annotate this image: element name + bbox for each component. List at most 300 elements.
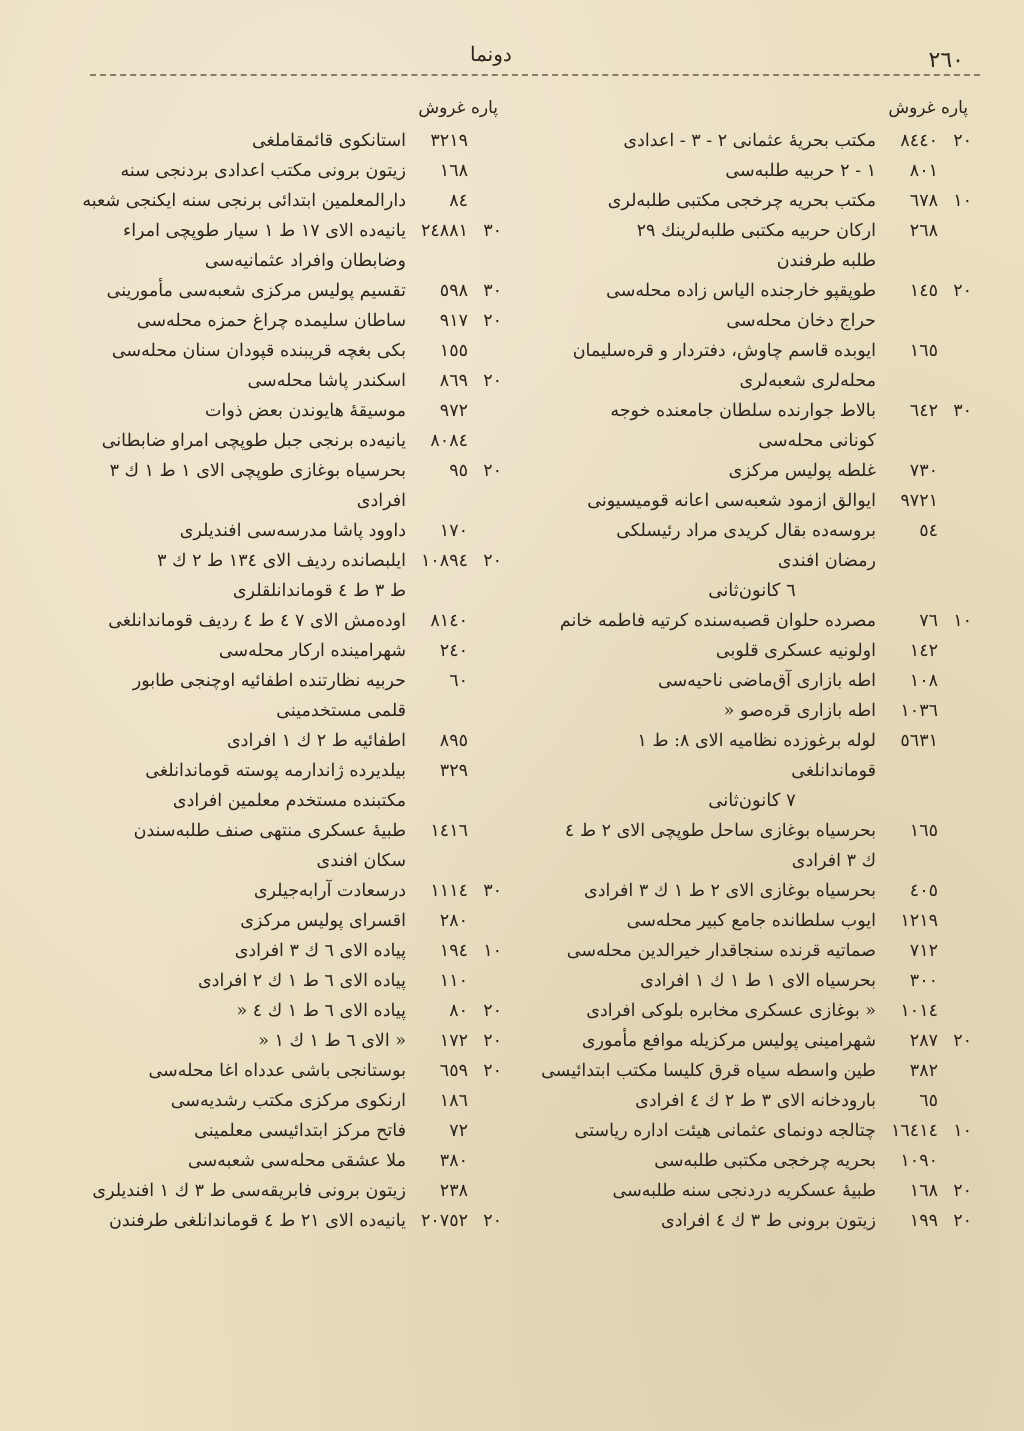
donation-row bbox=[72, 306, 502, 336]
amount-cell bbox=[406, 366, 502, 396]
running-title: دونما bbox=[470, 42, 512, 66]
column-heading: پاره غروش bbox=[888, 98, 968, 118]
para-amount bbox=[474, 816, 502, 846]
donation-row bbox=[72, 456, 502, 486]
para-amount bbox=[944, 696, 972, 726]
kurus-amount: ٥۹۸ bbox=[439, 281, 468, 301]
donor-text: موسيقهٔ هايوندن بعض ذوات bbox=[205, 401, 406, 421]
donation-row bbox=[72, 696, 502, 726]
donation-row bbox=[532, 336, 972, 366]
kurus-amount: ۱۹۹ bbox=[909, 1211, 938, 1231]
donor-text: تقسيم پوليس مركزى شعبه‌سى مأمورينى bbox=[106, 281, 406, 301]
donation-row bbox=[532, 426, 972, 456]
donor-text: اقسراى پوليس مركزى bbox=[240, 911, 406, 931]
donation-row bbox=[72, 606, 502, 636]
amount-cell bbox=[406, 816, 502, 846]
para-amount: ۳٠ bbox=[483, 881, 502, 901]
amount-cell bbox=[406, 396, 502, 426]
donation-row bbox=[72, 576, 502, 606]
para-amount bbox=[944, 336, 972, 366]
donation-row bbox=[72, 246, 502, 276]
amount-cell bbox=[406, 906, 502, 936]
amount-cell bbox=[876, 816, 972, 846]
amount-cell bbox=[876, 936, 972, 966]
kurus-amount: ۹۱۷ bbox=[439, 311, 468, 331]
amount-cell bbox=[876, 1176, 972, 1206]
para-amount: ۳٠ bbox=[483, 281, 502, 301]
donation-row bbox=[532, 1176, 972, 1206]
column-heading: پاره غروش bbox=[418, 98, 498, 118]
kurus-amount: ۱٦۸ bbox=[439, 161, 468, 181]
para-amount: ۲٠ bbox=[953, 131, 972, 151]
donation-row bbox=[72, 1086, 502, 1116]
para-amount bbox=[474, 756, 502, 786]
donor-text: سكان افندى bbox=[316, 851, 406, 871]
para-amount bbox=[474, 126, 502, 156]
donation-row bbox=[532, 606, 972, 636]
donor-text: يانيه‌ده الاى ۲۱ ط ٤ قوماندانلغى طرفندن bbox=[108, 1211, 406, 1231]
amount-cell bbox=[876, 186, 972, 216]
donor-text: دارالمعلمين ابتدائى برنجى سنه ايكنجى شعبه bbox=[82, 191, 406, 211]
kurus-amount: ۹٥ bbox=[449, 461, 468, 481]
para-amount: ۲٠ bbox=[483, 461, 502, 481]
donor-text: غلطه پوليس مركزى bbox=[728, 461, 876, 481]
kurus-amount: ۱٦۸ bbox=[909, 1181, 938, 1201]
donation-row bbox=[532, 696, 972, 726]
donor-text: شهرامينده اركار محله‌سى bbox=[218, 641, 406, 661]
para-amount bbox=[944, 216, 972, 246]
donation-row bbox=[72, 516, 502, 546]
donation-row bbox=[72, 276, 502, 306]
donation-row bbox=[532, 996, 972, 1026]
donation-row bbox=[72, 336, 502, 366]
para-amount bbox=[944, 1056, 972, 1086]
donation-row bbox=[532, 756, 972, 786]
donation-row bbox=[72, 1116, 502, 1146]
donation-row bbox=[532, 456, 972, 486]
donation-row bbox=[72, 186, 502, 216]
donation-row bbox=[532, 1146, 972, 1176]
amount-cell bbox=[876, 1056, 972, 1086]
donor-text: « بوغازى عسكرى مخابره بلوكى افرادى bbox=[586, 1001, 876, 1021]
amount-cell bbox=[876, 336, 972, 366]
para-amount bbox=[944, 906, 972, 936]
donor-text: مكتب بحريه چرخجى مكتبى طلبه‌لرى bbox=[607, 191, 876, 211]
donation-row bbox=[72, 1206, 502, 1236]
amount-cell bbox=[876, 1206, 972, 1236]
donor-text: وضابطان وافراد عثمانيه‌سى bbox=[204, 251, 406, 271]
donor-text: فاتح مركز ابتدائيسى معلمينى bbox=[194, 1121, 406, 1141]
donor-text: « الاى ٦ ط ۱ ك ۱ « bbox=[258, 1031, 406, 1051]
donor-text: قوماندانلغى bbox=[791, 761, 876, 781]
donor-text: اوده‌مش الاى ۷ ٤ ط ٤ رديف قوماندانلغى bbox=[108, 611, 406, 631]
amount-cell bbox=[406, 216, 502, 246]
kurus-amount: ۷۱۲ bbox=[909, 941, 938, 961]
kurus-amount: ۳٠٠ bbox=[909, 971, 938, 991]
donor-text: طبيهٔ عسكرى منتهى صنف طلبه‌سندن bbox=[133, 821, 406, 841]
donor-text: درسعادت آرابه‌جيلرى bbox=[253, 881, 406, 901]
donor-text: استانكوى قائمقاملغى bbox=[251, 131, 406, 151]
kurus-amount: ۱۸٦ bbox=[439, 1091, 468, 1111]
amount-cell bbox=[406, 1176, 502, 1206]
para-amount: ۲٠ bbox=[483, 1001, 502, 1021]
amount-cell bbox=[876, 216, 972, 246]
donation-row bbox=[72, 366, 502, 396]
para-amount bbox=[944, 876, 972, 906]
donation-row bbox=[532, 486, 972, 516]
kurus-amount: ۱۱٠ bbox=[439, 971, 468, 991]
amount-cell bbox=[406, 186, 502, 216]
amount-cell bbox=[406, 456, 502, 486]
amount-cell bbox=[406, 666, 502, 696]
donor-text: اسكندر پاشا محله‌سى bbox=[247, 371, 406, 391]
para-amount bbox=[474, 426, 502, 456]
donor-text: ط ۳ ط ٤ قوماندانلقلرى bbox=[232, 581, 406, 601]
kurus-amount: ۸٤ bbox=[449, 191, 468, 211]
donor-text: ملا عشقى محله‌سى شعبه‌سى bbox=[187, 1151, 406, 1171]
para-amount: ۳٠ bbox=[483, 221, 502, 241]
page-number: ۲٦٠ bbox=[928, 48, 964, 73]
amount-cell bbox=[406, 126, 502, 156]
donor-text: شهرامينى پوليس مركزيله موافع مأمورى bbox=[581, 1031, 876, 1051]
kurus-amount: ۲۸۷ bbox=[909, 1031, 938, 1051]
donation-row bbox=[72, 906, 502, 936]
donor-text: يانيه‌ده الاى ۱۷ ط ۱ سيار طوپچى امراء bbox=[122, 221, 406, 241]
donor-text: قلمى مستخدمينى bbox=[276, 701, 406, 721]
donation-row bbox=[72, 786, 502, 816]
amount-cell bbox=[876, 396, 972, 426]
kurus-amount: ٦٤۲ bbox=[909, 401, 938, 421]
kurus-amount: ۹۷۲ bbox=[439, 401, 468, 421]
amount-cell bbox=[876, 276, 972, 306]
kurus-amount: ٦٧۸ bbox=[909, 191, 938, 211]
donation-row bbox=[532, 516, 972, 546]
kurus-amount: ۱۷٠ bbox=[439, 521, 468, 541]
para-amount: ۱٠ bbox=[953, 1121, 972, 1141]
kurus-amount: ۱٠۸ bbox=[909, 671, 938, 691]
donor-text: بحرسياه بوغازى طوپچى الاى ۱ ط ۱ ك ۳ bbox=[109, 461, 406, 481]
kurus-amount: ۱۱۱٤ bbox=[430, 881, 468, 901]
kurus-amount: ۷۲ bbox=[449, 1121, 468, 1141]
kurus-amount: ۸٠۱ bbox=[909, 161, 938, 181]
para-amount bbox=[474, 1146, 502, 1176]
para-amount: ۲٠ bbox=[483, 371, 502, 391]
amount-cell bbox=[406, 1206, 502, 1236]
para-amount bbox=[944, 1146, 972, 1176]
donor-text: طبيهٔ عسكريه دردنجى سنه طلبه‌سى bbox=[612, 1181, 876, 1201]
amount-cell bbox=[406, 636, 502, 666]
kurus-amount: ۱٦٤۱٤ bbox=[891, 1121, 938, 1141]
donation-row bbox=[72, 726, 502, 756]
donor-text: رمضان افندى bbox=[777, 551, 876, 571]
amount-cell bbox=[406, 606, 502, 636]
kurus-amount: ۳۲۹ bbox=[439, 761, 468, 781]
donor-text: طين واسطه سياه قرق كليسا مكتب ابتدائيسى bbox=[541, 1061, 876, 1081]
donation-row bbox=[72, 1026, 502, 1056]
date-subheading: ٦ كانون‌ثانى bbox=[708, 580, 796, 601]
para-amount: ۲٠ bbox=[953, 1031, 972, 1051]
para-amount bbox=[944, 156, 972, 186]
donor-text: حربيه نظارتنده اطفائيه اوچنجى طابور bbox=[132, 671, 406, 691]
donor-text: حراج دخان محله‌سى bbox=[726, 311, 876, 331]
donation-row bbox=[72, 936, 502, 966]
donation-row bbox=[72, 156, 502, 186]
donation-row bbox=[532, 366, 972, 396]
kurus-amount: ۱٦٥ bbox=[909, 821, 938, 841]
amount-cell bbox=[406, 276, 502, 306]
kurus-amount: ۱٤٥ bbox=[909, 281, 938, 301]
para-amount: ۲٠ bbox=[483, 1031, 502, 1051]
donation-row bbox=[532, 156, 972, 186]
para-amount: ۱٠ bbox=[953, 611, 972, 631]
donor-text: اطه بازارى قره‌صو « bbox=[723, 701, 876, 721]
amount-cell bbox=[406, 726, 502, 756]
amount-cell bbox=[876, 996, 972, 1026]
donor-text: بحرسياه الاى ۱ ط ۱ ك ۱ افرادى bbox=[640, 971, 876, 991]
donation-row bbox=[532, 276, 972, 306]
donation-row bbox=[72, 636, 502, 666]
donor-text: ساطان سليمده چراغ حمزه محله‌سى bbox=[136, 311, 406, 331]
donation-row bbox=[72, 396, 502, 426]
amount-cell bbox=[876, 1146, 972, 1176]
kurus-amount: ۱٠۸۹٤ bbox=[421, 551, 468, 571]
para-amount: ۱٠ bbox=[953, 191, 972, 211]
donation-row bbox=[532, 396, 972, 426]
donation-row bbox=[72, 1176, 502, 1206]
para-amount bbox=[474, 186, 502, 216]
donor-text: ايلبصانده رديف الاى ۱۳٤ ط ۲ ك ۳ bbox=[157, 551, 406, 571]
donor-text: افرادى bbox=[356, 491, 406, 511]
kurus-amount: ۱٦٥ bbox=[909, 341, 938, 361]
donation-row bbox=[72, 426, 502, 456]
amount-cell bbox=[406, 936, 502, 966]
donor-text: ايوالق ازمود شعبه‌سى اعانه قوميسيونى bbox=[587, 491, 876, 511]
para-amount bbox=[474, 906, 502, 936]
amount-cell bbox=[876, 1026, 972, 1056]
kurus-amount: ۱۷۲ bbox=[439, 1031, 468, 1051]
donation-row bbox=[72, 756, 502, 786]
kurus-amount: ۱٠۳٦ bbox=[900, 701, 938, 721]
donation-row bbox=[72, 1056, 502, 1086]
para-amount: ۲٠ bbox=[483, 311, 502, 331]
donation-row bbox=[532, 1056, 972, 1086]
donor-text: داوود پاشا مدرسه‌سى افنديلرى bbox=[179, 521, 406, 541]
donation-row bbox=[532, 246, 972, 276]
amount-cell bbox=[406, 1116, 502, 1146]
amount-cell bbox=[406, 336, 502, 366]
amount-cell bbox=[406, 966, 502, 996]
kurus-amount: ۱۹٤ bbox=[439, 941, 468, 961]
para-amount bbox=[474, 156, 502, 186]
kurus-amount: ۷٦ bbox=[919, 611, 938, 631]
para-amount bbox=[944, 1086, 972, 1116]
header-rule bbox=[90, 74, 980, 76]
donation-row bbox=[72, 1146, 502, 1176]
donation-row bbox=[72, 816, 502, 846]
kurus-amount: ٤٠٥ bbox=[909, 881, 938, 901]
donor-text: بحرسياه بوغازى الاى ۲ ط ۱ ك ۳ افرادى bbox=[584, 881, 876, 901]
amount-cell bbox=[406, 1146, 502, 1176]
amount-cell bbox=[876, 666, 972, 696]
para-amount bbox=[474, 1176, 502, 1206]
donor-text: بارودخانه الاى ۳ ط ۲ ك ٤ افرادى bbox=[635, 1091, 876, 1111]
para-amount: ۱٠ bbox=[483, 941, 502, 961]
amount-cell bbox=[876, 486, 972, 516]
para-amount: ۳٠ bbox=[953, 401, 972, 421]
kurus-amount: ۳۸۲ bbox=[909, 1061, 938, 1081]
donation-row bbox=[532, 726, 972, 756]
donation-row bbox=[532, 966, 972, 996]
donation-row bbox=[532, 1116, 972, 1146]
donation-row bbox=[72, 996, 502, 1026]
donor-text: اولونيه عسكرى قلوبى bbox=[715, 641, 876, 661]
kurus-amount: ۳۸٠ bbox=[439, 1151, 468, 1171]
amount-cell bbox=[876, 636, 972, 666]
kurus-amount: ۷۳٠ bbox=[909, 461, 938, 481]
amount-cell bbox=[876, 876, 972, 906]
donor-text: اطفائيه ط ۲ ك ۱ افرادى bbox=[226, 731, 406, 751]
kurus-amount: ٦٠ bbox=[449, 671, 468, 691]
donation-row bbox=[532, 1026, 972, 1056]
para-amount: ۲٠ bbox=[953, 1211, 972, 1231]
donor-text: طلبه طرفندن bbox=[776, 251, 876, 271]
kurus-amount: ۱۲۱۹ bbox=[900, 911, 938, 931]
donor-text: بوستانجى باشى عدداه اغا محله‌سى bbox=[148, 1061, 406, 1081]
para-amount bbox=[474, 636, 502, 666]
kurus-amount: ۱٠۹٠ bbox=[900, 1151, 938, 1171]
kurus-amount: ۲۸٠ bbox=[439, 911, 468, 931]
donor-text: طوپقپو خارجنده الياس زاده محله‌سى bbox=[606, 281, 876, 301]
donation-row bbox=[72, 966, 502, 996]
kurus-amount: ۲٤٠ bbox=[439, 641, 468, 661]
left-column bbox=[72, 98, 502, 1236]
para-amount: ۲٠ bbox=[953, 281, 972, 301]
donor-text: ك ۳ افرادى bbox=[791, 851, 876, 871]
para-amount bbox=[944, 666, 972, 696]
date-subheading: ۷ كانون‌ثانى bbox=[708, 790, 796, 811]
amount-cell bbox=[876, 966, 972, 996]
kurus-amount: ۸٤٤٠ bbox=[900, 131, 938, 151]
kurus-amount: ۲٦۸ bbox=[909, 221, 938, 241]
kurus-amount: ۸۱٤٠ bbox=[430, 611, 468, 631]
donor-text: ارنكوى مركزى مكتب رشديه‌سى bbox=[170, 1091, 406, 1111]
donor-text: ايوبده قاسم چاوش، دفتردار و قره‌سليمان bbox=[572, 341, 876, 361]
amount-cell bbox=[876, 1116, 972, 1146]
donation-row bbox=[72, 216, 502, 246]
donation-row bbox=[532, 846, 972, 876]
para-amount bbox=[944, 486, 972, 516]
para-amount bbox=[474, 666, 502, 696]
amount-cell bbox=[406, 876, 502, 906]
donation-row bbox=[532, 546, 972, 576]
donation-row bbox=[532, 636, 972, 666]
donor-text: لوله برغوزده نظاميه الاى ۸: ط ۱ bbox=[637, 731, 876, 751]
amount-cell bbox=[876, 726, 972, 756]
amount-cell bbox=[876, 1086, 972, 1116]
para-amount bbox=[944, 996, 972, 1026]
para-amount bbox=[474, 396, 502, 426]
amount-cell bbox=[876, 456, 972, 486]
donor-text: بحرسياه بوغازى ساحل طوپچى الاى ۲ ط ٤ bbox=[564, 821, 876, 841]
donor-text: اركان حربيه مكتبى طلبه‌لرينك ۲۹ bbox=[636, 221, 876, 241]
donation-row bbox=[532, 1086, 972, 1116]
donation-row bbox=[532, 126, 972, 156]
donation-row bbox=[72, 846, 502, 876]
donation-row bbox=[532, 816, 972, 846]
donor-text: مصرده حلوان قصبه‌سنده كرتيه فاطمه خانم bbox=[559, 611, 876, 631]
donation-row bbox=[72, 126, 502, 156]
amount-cell bbox=[406, 1056, 502, 1086]
donor-text: زيتون برونى ط ۳ ك ٤ افرادى bbox=[661, 1211, 876, 1231]
kurus-amount: ٥٦۳۱ bbox=[900, 731, 938, 751]
amount-cell bbox=[876, 696, 972, 726]
para-amount bbox=[474, 516, 502, 546]
donor-text: اطه بازارى آق‌ماضى ناحيه‌سى bbox=[657, 671, 876, 691]
kurus-amount: ۸٦۹ bbox=[439, 371, 468, 391]
para-amount bbox=[944, 966, 972, 996]
kurus-amount: ۲٠۷٥۲ bbox=[421, 1211, 468, 1231]
donation-row bbox=[72, 876, 502, 906]
kurus-amount: ۸۹٥ bbox=[439, 731, 468, 751]
donor-text: بيلديرده ژاندارمه پوسته قوماندانلغى bbox=[145, 761, 406, 781]
amount-cell bbox=[406, 306, 502, 336]
donor-text: ايوب سلطانده جامع كبير محله‌سى bbox=[626, 911, 876, 931]
donor-text: بكى بغچه قريبنده قپودان سنان محله‌سى bbox=[111, 341, 406, 361]
amount-cell bbox=[406, 1026, 502, 1056]
donation-row bbox=[532, 936, 972, 966]
para-amount bbox=[944, 726, 972, 756]
kurus-amount: ۱٤۱٦ bbox=[430, 821, 468, 841]
kurus-amount: ۱٠۱٤ bbox=[900, 1001, 938, 1021]
donation-row bbox=[532, 906, 972, 936]
para-amount: ۲٠ bbox=[483, 551, 502, 571]
donation-row bbox=[72, 546, 502, 576]
amount-cell bbox=[406, 1086, 502, 1116]
donor-text: زيتون برونى مكتب اعدادى بردنجى سنه bbox=[120, 161, 406, 181]
kurus-amount: ۲۳۸ bbox=[439, 1181, 468, 1201]
donation-row bbox=[532, 216, 972, 246]
kurus-amount: ٦٥۹ bbox=[439, 1061, 468, 1081]
donor-text: پياده الاى ٦ ط ۱ ك ۲ افرادى bbox=[197, 971, 406, 991]
para-amount: ۲٠ bbox=[483, 1211, 502, 1231]
donor-text: مكتب بحريهٔ عثمانى ۲ - ۳ - اعدادى bbox=[623, 131, 876, 151]
kurus-amount: ۳۲۱۹ bbox=[430, 131, 468, 151]
kurus-amount: ۱٥٥ bbox=[439, 341, 468, 361]
donor-text: محله‌لرى شعبه‌لرى bbox=[739, 371, 876, 391]
kurus-amount: ۸٠ bbox=[449, 1001, 468, 1021]
amount-cell bbox=[876, 156, 972, 186]
para-amount bbox=[474, 726, 502, 756]
amount-cell bbox=[406, 156, 502, 186]
kurus-amount: ۸٠۸٤ bbox=[430, 431, 468, 451]
kurus-amount: ۱٤۲ bbox=[909, 641, 938, 661]
amount-cell bbox=[876, 906, 972, 936]
donation-row bbox=[532, 186, 972, 216]
amount-cell bbox=[876, 516, 972, 546]
donor-text: بحريه چرخجى مكتبى طلبه‌سى bbox=[654, 1151, 876, 1171]
para-amount bbox=[474, 1086, 502, 1116]
para-amount bbox=[474, 606, 502, 636]
donor-text: پياده الاى ٦ ك ۳ افرادى bbox=[234, 941, 406, 961]
donor-text: بالاط جوارنده سلطان جامعنده خوجه bbox=[610, 401, 876, 421]
para-amount bbox=[944, 936, 972, 966]
donor-text: صماتيه قرنده سنجاقدار خيرالدين محله‌سى bbox=[566, 941, 876, 961]
amount-cell bbox=[876, 606, 972, 636]
donor-text: كونانى محله‌سى bbox=[758, 431, 876, 451]
donor-text: چتالجه دونماى عثمانى هيئت اداره رياستى bbox=[574, 1121, 876, 1141]
para-amount bbox=[474, 1116, 502, 1146]
donor-text: ۱ - ۲ حربيه طلبه‌سى bbox=[725, 161, 876, 181]
